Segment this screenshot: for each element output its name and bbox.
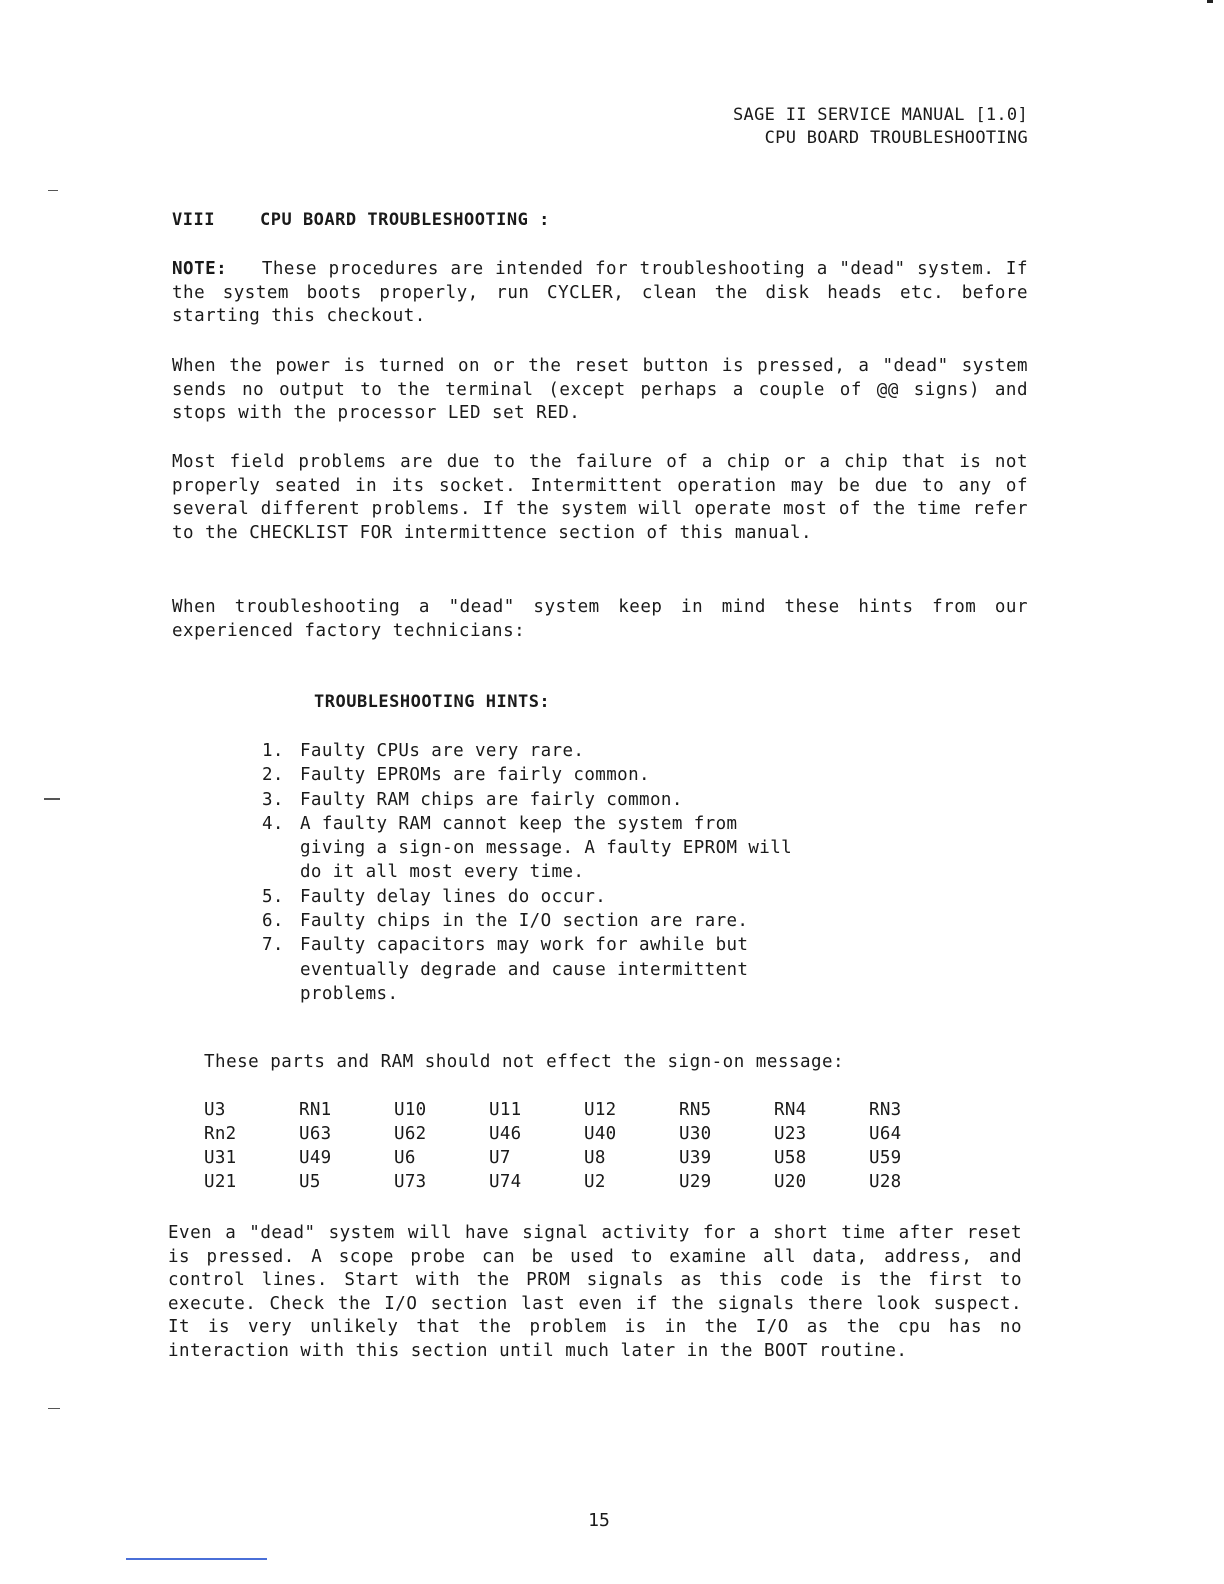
hints-list [262, 739, 802, 1006]
list-item [262, 812, 802, 885]
hints-intro-paragraph: When troubleshooting a "dead" system keep in mind these hints from our experienced factory technicians: [172, 597, 1028, 641]
section-title: CPU BOARD TROUBLESHOOTING : [260, 210, 550, 230]
parts-intro: These parts and RAM should not effect the sign-on message: [204, 1052, 845, 1072]
footer-rule [126, 1558, 267, 1560]
list-item [262, 763, 802, 787]
list-item-number: 5. [262, 886, 284, 907]
part-cell: U49 [299, 1148, 332, 1168]
list-item-number: 7. [262, 935, 284, 956]
scope-paragraph: Even a "dead" system will have signal activity for a short time after reset is pressed. A scope probe can be used to examine all data, address, and control lines. Start with the PROM signals as this code is the first to execute. Check the I/O section last even if the signals there look suspect. It is very unlikely that the problem is in the I/O as the cpu has no interaction with this section until much later in the BOOT routine. [168, 1223, 1022, 1361]
note-label: NOTE: [172, 259, 228, 279]
part-cell: U20 [774, 1172, 807, 1192]
part-cell: U64 [869, 1124, 902, 1144]
field-problems-paragraph: Most field problems are due to the failure of a chip or a chip that is not properly seated in its socket. Intermittent operation may be due to any of several different problems. If the system will operate most of the time refer to the CHECKLIST FOR intermittence section of this manual. [172, 452, 1028, 543]
part-cell: U12 [584, 1100, 617, 1120]
part-cell: RN3 [869, 1100, 902, 1120]
part-cell: U39 [679, 1148, 712, 1168]
list-item [262, 739, 802, 763]
list-item-number: 6. [262, 911, 284, 932]
header-manual-title: SAGE II SERVICE MANUAL [1.0] [733, 105, 1028, 125]
part-cell: U5 [299, 1172, 321, 1192]
list-item-text: Faulty chips in the I/O section are rare. [300, 911, 749, 932]
section-heading [172, 210, 550, 230]
part-cell: U73 [394, 1172, 427, 1192]
section-number: VIII [172, 210, 215, 230]
part-cell: U10 [394, 1100, 427, 1120]
dead-system-paragraph: When the power is turned on or the reset button is pressed, a "dead" system sends no output to the terminal (except perhaps a couple of @@ signs) and stops with the processor LED set RED. [172, 356, 1028, 423]
scan-mark [1207, 0, 1213, 3]
part-cell: U62 [394, 1124, 427, 1144]
part-cell: RN5 [679, 1100, 712, 1120]
page-number: 15 [588, 1510, 610, 1531]
part-cell: U40 [584, 1124, 617, 1144]
header-chapter-title: CPU BOARD TROUBLESHOOTING [764, 128, 1028, 148]
list-item-number: 2. [262, 765, 284, 786]
list-item-text: Faulty delay lines do occur. [300, 886, 607, 907]
table-row [204, 1172, 964, 1196]
note-text: These procedures are intended for troubleshooting a "dead" system. If the system boots properly, run CYCLER, clean the disk heads etc. before starting this checkout. [172, 259, 1028, 326]
part-cell: U6 [394, 1148, 416, 1168]
part-cell: U7 [489, 1148, 511, 1168]
part-cell: U28 [869, 1172, 902, 1192]
list-item [262, 933, 802, 1006]
part-cell: U8 [584, 1148, 606, 1168]
page-header [733, 104, 1028, 150]
binding-hole-mark [44, 798, 60, 800]
part-cell: U3 [204, 1100, 226, 1120]
part-cell: U29 [679, 1172, 712, 1192]
list-item-text: Faulty capacitors may work for awhile but eventually degrade and cause intermittent problems. [300, 935, 749, 1004]
part-cell: U58 [774, 1148, 807, 1168]
note-paragraph [172, 258, 1028, 329]
binding-hole-mark [48, 1408, 60, 1409]
table-row [204, 1100, 964, 1124]
table-row [204, 1124, 964, 1148]
parts-table [204, 1100, 964, 1196]
part-cell: U11 [489, 1100, 522, 1120]
list-item-text: Faulty EPROMs are fairly common. [300, 765, 650, 786]
list-item-text: Faulty CPUs are very rare. [300, 741, 585, 761]
hints-title: TROUBLESHOOTING HINTS: [314, 692, 551, 712]
part-cell: U2 [584, 1172, 606, 1192]
part-cell: U46 [489, 1124, 522, 1144]
list-item-number: 1. [262, 741, 284, 761]
list-item-text: Faulty RAM chips are fairly common. [300, 789, 683, 810]
list-item-number: 3. [262, 789, 284, 810]
part-cell: RN4 [774, 1100, 807, 1120]
part-cell: U63 [299, 1124, 332, 1144]
table-row [204, 1148, 964, 1172]
list-item [262, 788, 802, 812]
part-cell: U31 [204, 1148, 237, 1168]
part-cell: RN1 [299, 1100, 332, 1120]
list-item-text: A faulty RAM cannot keep the system from giving a sign-on message. A faulty EPROM will do it all most every time. [300, 813, 793, 883]
part-cell: U59 [869, 1148, 902, 1168]
part-cell: U21 [204, 1172, 237, 1192]
part-cell: U30 [679, 1124, 712, 1144]
part-cell: U23 [774, 1124, 807, 1144]
binding-hole-mark [48, 190, 58, 191]
part-cell: Rn2 [204, 1124, 237, 1144]
part-cell: U74 [489, 1172, 522, 1192]
list-item [262, 909, 802, 933]
list-item-number: 4. [262, 813, 284, 834]
list-item [262, 885, 802, 909]
